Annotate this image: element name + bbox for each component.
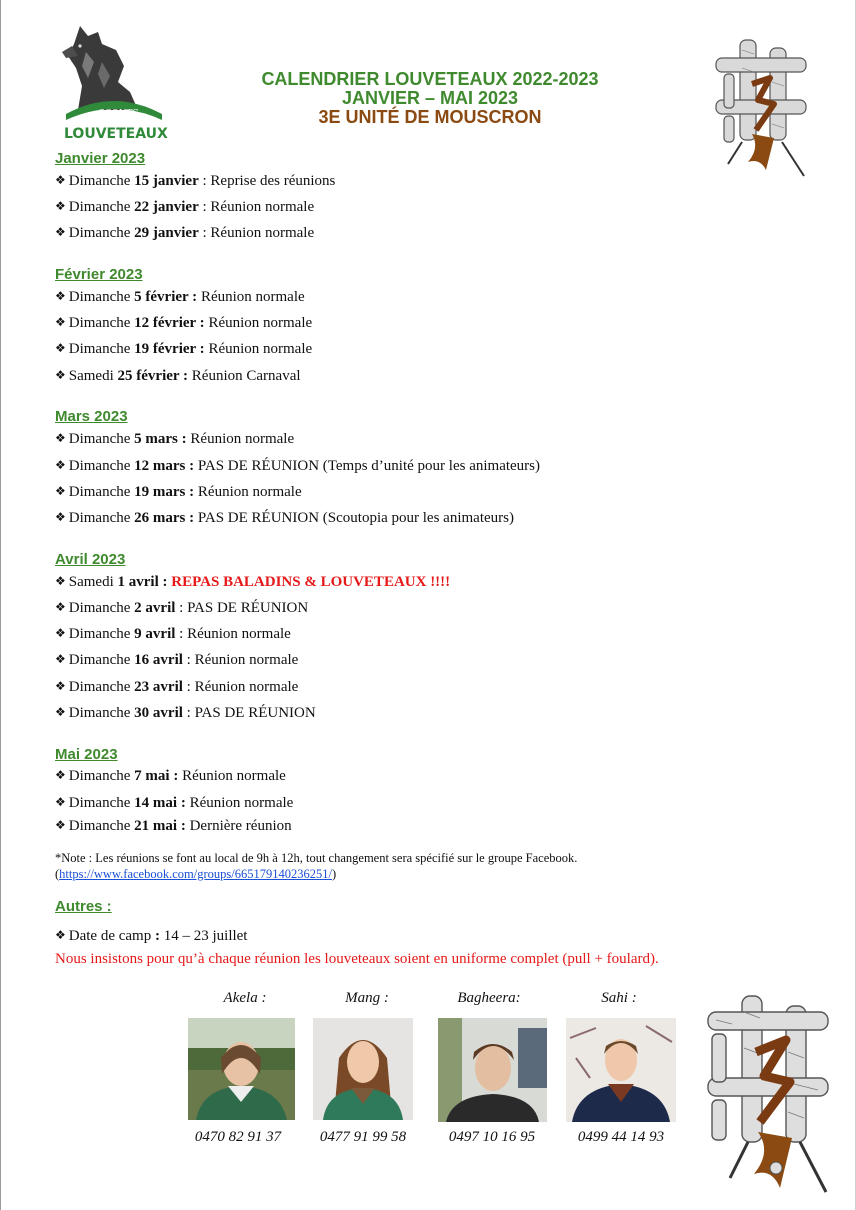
leader-name-mang: Mang :: [345, 990, 389, 1006]
section-title-fevrier: Février 2023: [55, 266, 143, 283]
diamond-bullet-icon: ❖: [55, 458, 66, 472]
diamond-bullet-icon: ❖: [55, 795, 66, 809]
list-item: ❖ Dimanche 5 mars : Réunion normale: [55, 431, 295, 447]
leader-phone-mang: 0477 91 99 58: [319, 1129, 407, 1145]
repas-announcement: REPAS BALADINS & LOUVETEAUX !!!!: [167, 574, 451, 590]
leader-phone-bagheera: 0497 10 16 95: [448, 1129, 536, 1145]
diamond-bullet-icon: ❖: [55, 225, 66, 239]
unit-emblem-bottom: [702, 992, 832, 1197]
leader-name-sahi: Sahi :: [601, 990, 637, 1006]
header-period: JANVIER – MAI 2023: [341, 88, 519, 108]
list-item: ❖ Dimanche 5 février : Réunion normale: [55, 289, 305, 305]
leader-photo-sahi: [566, 1018, 676, 1122]
list-item: ❖ Dimanche 22 janvier : Réunion normale: [55, 199, 315, 215]
leader-name-bagheera: Bagheera:: [457, 990, 521, 1006]
logo-text-bottom: LOUVETEAUX: [64, 126, 168, 142]
footnote-text: *Note : Les réunions se font au local de 9h à 12h, tout changement sera spécifié sur le groupe Facebook.: [55, 851, 578, 865]
list-item: ❖ Dimanche 30 avril : PAS DE RÉUNION: [55, 705, 316, 721]
diamond-bullet-icon: ❖: [55, 173, 66, 187]
diamond-bullet-icon: ❖: [55, 574, 66, 588]
diamond-bullet-icon: ❖: [55, 199, 66, 213]
list-item: ❖ Dimanche 15 janvier : Reprise des réunions: [55, 173, 336, 189]
diamond-bullet-icon: ❖: [55, 768, 66, 782]
unit-emblem-top: [712, 38, 812, 178]
diamond-bullet-icon: ❖: [55, 315, 66, 329]
leader-photo-mang: [313, 1018, 413, 1120]
diamond-bullet-icon: ❖: [55, 289, 66, 303]
list-item: ❖ Samedi 1 avril : REPAS BALADINS & LOUVETEAUX !!!!: [55, 574, 451, 590]
list-item: ❖ Dimanche 7 mai : Réunion normale: [55, 768, 286, 784]
diamond-bullet-icon: ❖: [55, 600, 66, 614]
leader-photo-bagheera: [438, 1018, 547, 1122]
diamond-bullet-icon: ❖: [55, 679, 66, 693]
list-item: ❖ Dimanche 12 mars : PAS DE RÉUNION (Temps d’unité pour les animateurs): [55, 458, 541, 474]
diamond-bullet-icon: ❖: [55, 484, 66, 498]
diamond-bullet-icon: ❖: [55, 341, 66, 355]
section-title-autres: Autres :: [55, 898, 112, 915]
louveteaux-logo: [58, 22, 172, 146]
header-title: CALENDRIER LOUVETEAUX 2022-2023: [261, 69, 599, 89]
list-item: ❖ Dimanche 19 février : Réunion normale: [55, 341, 313, 357]
leader-photo-akela: [188, 1018, 295, 1120]
section-title-mars: Mars 2023: [55, 408, 128, 425]
diamond-bullet-icon: ❖: [55, 510, 66, 524]
list-item: ❖ Dimanche 23 avril : Réunion normale: [55, 679, 299, 695]
list-item: ❖ Dimanche 19 mars : Réunion normale: [55, 484, 302, 500]
leader-name-akela: Akela :: [223, 990, 267, 1006]
leader-phone-akela: 0470 82 91 37: [194, 1129, 282, 1145]
list-item: ❖ Dimanche 26 mars : PAS DE RÉUNION (Scoutopia pour les animateurs): [55, 510, 514, 526]
list-item: ❖ Date de camp : 14 – 23 juillet: [55, 928, 248, 944]
list-item: ❖ Dimanche 21 mai : Dernière réunion: [55, 818, 292, 834]
diamond-bullet-icon: ❖: [55, 626, 66, 640]
page-border-left: [0, 0, 1, 1210]
leader-phone-sahi: 0499 44 14 93: [577, 1129, 665, 1145]
logo-text-mid: SCOUTS: [98, 109, 139, 119]
uniform-warning: Nous insistons pour qu’à chaque réunion les louveteaux soient en uniforme complet (pull + foulard).: [55, 951, 659, 967]
diamond-bullet-icon: ❖: [55, 368, 66, 382]
page-header: [180, 70, 680, 127]
diamond-bullet-icon: ❖: [55, 705, 66, 719]
list-item: ❖ Samedi 25 février : Réunion Carnaval: [55, 368, 301, 384]
facebook-group-link[interactable]: https://www.facebook.com/groups/665179140236251/: [59, 867, 332, 881]
list-item: ❖ Dimanche 9 avril : Réunion normale: [55, 626, 291, 642]
section-title-mai: Mai 2023: [55, 746, 118, 763]
list-item: ❖ Dimanche 16 avril : Réunion normale: [55, 652, 299, 668]
list-item: ❖ Dimanche 12 février : Réunion normale: [55, 315, 313, 331]
list-item: ❖ Dimanche 29 janvier : Réunion normale: [55, 225, 315, 241]
logo-text-top: les: [102, 101, 111, 108]
list-item: ❖ Dimanche 2 avril : PAS DE RÉUNION: [55, 600, 309, 616]
diamond-bullet-icon: ❖: [55, 818, 66, 832]
section-title-janvier: Janvier 2023: [55, 150, 146, 167]
list-item: ❖ Dimanche 14 mai : Réunion normale: [55, 795, 294, 811]
diamond-bullet-icon: ❖: [55, 652, 66, 666]
footnote: *Note : Les réunions se font au local de 9h à 12h, tout changement sera spécifié sur le groupe Facebook. (https://www.facebook.com/groups/665179140236251/): [55, 851, 578, 881]
header-unit: 3E UNITÉ DE MOUSCRON: [318, 107, 542, 127]
diamond-bullet-icon: ❖: [55, 431, 66, 445]
section-title-avril: Avril 2023: [55, 551, 126, 568]
diamond-bullet-icon: ❖: [55, 928, 66, 942]
